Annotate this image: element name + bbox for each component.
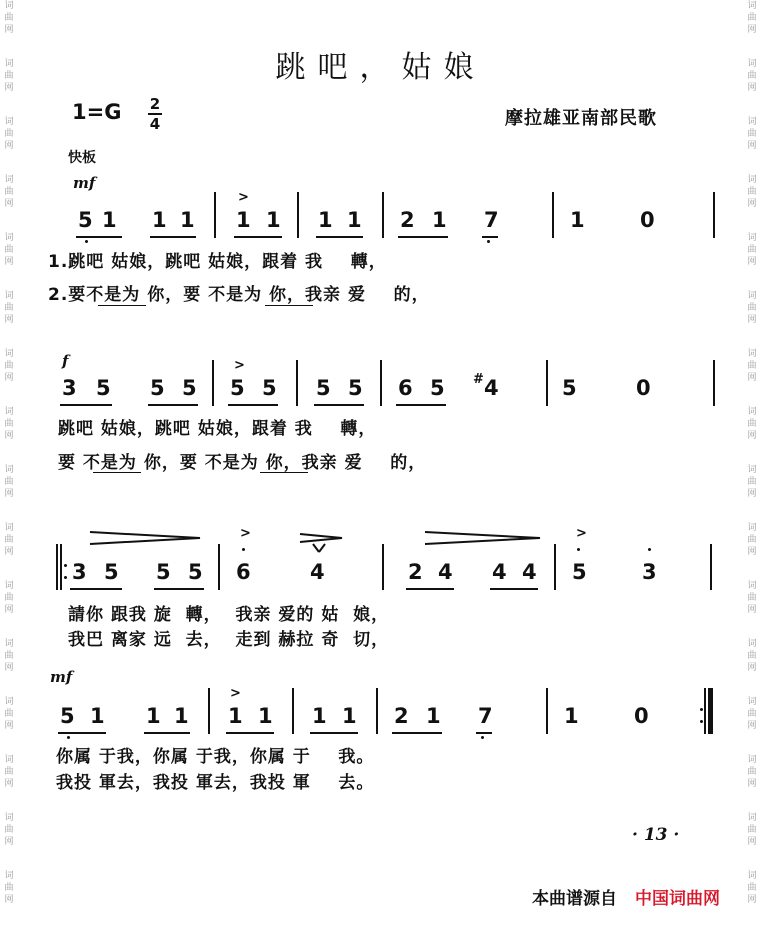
watermark-char: 词 [747, 349, 757, 359]
note: 0 [640, 208, 655, 232]
note: 4 [492, 560, 507, 584]
source-label: 本曲谱源自 [532, 889, 617, 909]
song-title: 跳吧，姑娘 [275, 50, 486, 85]
watermark-char: 网 [4, 431, 14, 441]
watermark-char: 词 [4, 233, 14, 243]
watermark-char: 网 [747, 431, 757, 441]
watermark-char: 网 [4, 25, 14, 35]
watermark-char: 曲 [4, 709, 14, 719]
time-signature-bottom: 4 [149, 115, 161, 133]
watermark-char: 词 [4, 813, 14, 823]
watermark-char: 曲 [4, 419, 14, 429]
watermark-char: 曲 [747, 361, 757, 371]
watermark-char: 网 [4, 663, 14, 673]
watermark-char: 词 [747, 697, 757, 707]
lyric-row-1-verse-2: 2.要不是为 你，要 不是为 你，我亲 爱 的， [48, 285, 430, 305]
note: 1 [152, 208, 167, 232]
accent-mark: > [230, 686, 241, 701]
watermark-char: 网 [4, 605, 14, 615]
note: 3 [72, 560, 87, 584]
watermark-char: 网 [4, 257, 14, 267]
note: 3 [62, 376, 77, 400]
watermark-char: 网 [747, 837, 757, 847]
lyric-row-2-verse-1: 跳吧 姑娘，跳吧 姑娘，跟着 我 轉， [58, 419, 377, 439]
note: 4 [310, 560, 325, 584]
watermark-char: 词 [4, 349, 14, 359]
watermark-char: 网 [747, 199, 757, 209]
time-signature-top: 2 [149, 95, 161, 113]
watermark-char: 网 [747, 721, 757, 731]
lyric-row-3-verse-2: 我巴 离家 远 去， 走到 赫拉 奇 切， [68, 630, 390, 650]
note: 5 [572, 560, 587, 584]
note: 5 [562, 376, 577, 400]
note: 5 [188, 560, 203, 584]
note: 2 [408, 560, 423, 584]
watermark-char: 网 [4, 489, 14, 499]
note: 5 [348, 376, 363, 400]
watermark-char: 曲 [747, 303, 757, 313]
watermark-char: 词 [4, 697, 14, 707]
watermark-char: 词 [4, 407, 14, 417]
song-origin: 摩拉雄亚南部民歌 [505, 108, 657, 129]
watermark-char: 网 [747, 779, 757, 789]
watermark-char: 词 [4, 291, 14, 301]
dynamic-mf-1: mf [73, 174, 96, 192]
note: 1 [174, 704, 189, 728]
watermark-char: 词 [747, 465, 757, 475]
note: 5 [316, 376, 331, 400]
watermark-char: 词 [747, 523, 757, 533]
watermark-char: 曲 [747, 13, 757, 23]
watermark-char: 网 [747, 257, 757, 267]
watermark-char: 网 [4, 837, 14, 847]
watermark-char: 曲 [747, 651, 757, 661]
note: 1 [432, 208, 447, 232]
watermark-char: 词 [4, 755, 14, 765]
note: 1 [258, 704, 273, 728]
watermark-char: 曲 [747, 419, 757, 429]
watermark-char: 网 [4, 199, 14, 209]
watermark-char: 曲 [4, 767, 14, 777]
watermark-char: 词 [4, 581, 14, 591]
note: 1 [312, 704, 327, 728]
watermark-char: 曲 [4, 187, 14, 197]
note: 5 [182, 376, 197, 400]
watermark-char: 曲 [747, 767, 757, 777]
watermark-char: 曲 [4, 825, 14, 835]
note: 1 [266, 208, 281, 232]
note: 4 [484, 376, 499, 400]
watermark-char: 词 [747, 871, 757, 881]
lyric-row-2-verse-2: 要 不是为 你，要 不是为 你，我亲 爱 的， [58, 453, 427, 473]
watermark-char: 曲 [747, 187, 757, 197]
watermark-char: 曲 [4, 883, 14, 893]
accent-mark: > [240, 526, 251, 541]
note: 5 [230, 376, 245, 400]
note: 1 [102, 208, 117, 232]
note: 2 [394, 704, 409, 728]
watermark-char: 网 [4, 315, 14, 325]
watermark-char: 曲 [4, 477, 14, 487]
note: 1 [228, 704, 243, 728]
watermark-char: 曲 [747, 129, 757, 139]
watermark-char: 曲 [4, 71, 14, 81]
watermark-char: 词 [747, 407, 757, 417]
watermark-char: 词 [4, 117, 14, 127]
watermark-char: 网 [747, 895, 757, 905]
watermark-char: 词 [4, 523, 14, 533]
watermark-char: 网 [747, 489, 757, 499]
watermark-char: 网 [4, 895, 14, 905]
watermark-char: 曲 [4, 593, 14, 603]
watermark-char: 曲 [747, 477, 757, 487]
watermark-char: 词 [747, 233, 757, 243]
watermark-char: 网 [747, 663, 757, 673]
watermark-char: 网 [747, 141, 757, 151]
note: 1 [90, 704, 105, 728]
lyric-row-4-verse-2: 我投 軍去，我投 軍去，我投 軍 去。 [56, 773, 375, 793]
watermark-char: 网 [4, 547, 14, 557]
watermark-char: 曲 [747, 709, 757, 719]
note: 0 [634, 704, 649, 728]
watermark-char: 曲 [4, 13, 14, 23]
watermark-char: 曲 [4, 535, 14, 545]
note: 5 [150, 376, 165, 400]
note: 1 [570, 208, 585, 232]
watermark-char: 网 [4, 779, 14, 789]
watermark-char: 词 [747, 755, 757, 765]
watermark-char: 曲 [747, 71, 757, 81]
note: 4 [522, 560, 537, 584]
source-site-link[interactable]: 中国词曲网 [635, 889, 720, 909]
note: 1 [146, 704, 161, 728]
watermark-char: 网 [4, 141, 14, 151]
watermark-char: 曲 [747, 245, 757, 255]
watermark-char: 词 [4, 1, 14, 11]
key-signature: 1=G [72, 100, 122, 124]
watermark-char: 词 [4, 175, 14, 185]
watermark-char: 词 [747, 175, 757, 185]
accent-mark: > [576, 526, 587, 541]
watermark-char: 曲 [4, 361, 14, 371]
sharp-mark: # [473, 372, 484, 387]
watermark-char: 曲 [747, 883, 757, 893]
staff-row-4 [0, 686, 761, 744]
note: 4 [438, 560, 453, 584]
lyric-row-3-verse-1: 請你 跟我 旋 轉， 我亲 爱的 姑 娘， [68, 605, 390, 625]
accent-mark: > [234, 358, 245, 373]
watermark-char: 词 [4, 871, 14, 881]
dynamic-f: f [62, 352, 69, 370]
watermark-char: 网 [4, 373, 14, 383]
watermark-char: 曲 [747, 593, 757, 603]
note: 5 [104, 560, 119, 584]
watermark-char: 词 [747, 117, 757, 127]
note: 6 [236, 560, 251, 584]
note: 5 [96, 376, 111, 400]
watermark-char: 词 [4, 465, 14, 475]
note: 1 [564, 704, 579, 728]
note: 1 [426, 704, 441, 728]
note: 1 [180, 208, 195, 232]
note: 1 [342, 704, 357, 728]
watermark-char: 网 [747, 25, 757, 35]
lyric-row-1-verse-1: 1.跳吧 姑娘，跳吧 姑娘，跟着 我 轉， [48, 252, 387, 272]
watermark-char: 曲 [4, 129, 14, 139]
watermark-char: 网 [4, 83, 14, 93]
watermark-char: 曲 [747, 825, 757, 835]
note: 7 [478, 704, 493, 728]
note: 0 [636, 376, 651, 400]
watermark-char: 词 [747, 581, 757, 591]
note: 5 [430, 376, 445, 400]
note: 1 [347, 208, 362, 232]
watermark-char: 词 [747, 291, 757, 301]
watermark-char: 曲 [4, 651, 14, 661]
watermark-char: 词 [747, 639, 757, 649]
watermark-char: 网 [747, 605, 757, 615]
watermark-char: 曲 [4, 245, 14, 255]
watermark-char: 词 [747, 1, 757, 11]
page-number: · 13 · [632, 825, 680, 845]
watermark-char: 词 [4, 639, 14, 649]
note: 5 [262, 376, 277, 400]
note: 3 [642, 560, 657, 584]
note: 1 [236, 208, 251, 232]
watermark-char: 词 [4, 59, 14, 69]
note: 1 [318, 208, 333, 232]
note: 2 [400, 208, 415, 232]
tempo-marking: 快板 [68, 150, 96, 166]
note: 5 [78, 208, 93, 232]
note: 7 [484, 208, 499, 232]
note: 5 [60, 704, 75, 728]
watermark-char: 曲 [4, 303, 14, 313]
note: 6 [398, 376, 413, 400]
watermark-char: 词 [747, 813, 757, 823]
watermark-char: 网 [747, 315, 757, 325]
source-credit [532, 884, 720, 909]
watermark-char: 网 [4, 721, 14, 731]
accent-mark: > [238, 190, 249, 205]
note: 5 [156, 560, 171, 584]
watermark-char: 网 [747, 373, 757, 383]
dynamic-mf-2: mf [50, 668, 73, 686]
watermark-char: 网 [747, 547, 757, 557]
watermark-char: 曲 [747, 535, 757, 545]
watermark-char: 网 [747, 83, 757, 93]
lyric-row-4-verse-1: 你属 于我，你属 于我，你属 于 我。 [56, 747, 375, 767]
watermark-char: 词 [747, 59, 757, 69]
